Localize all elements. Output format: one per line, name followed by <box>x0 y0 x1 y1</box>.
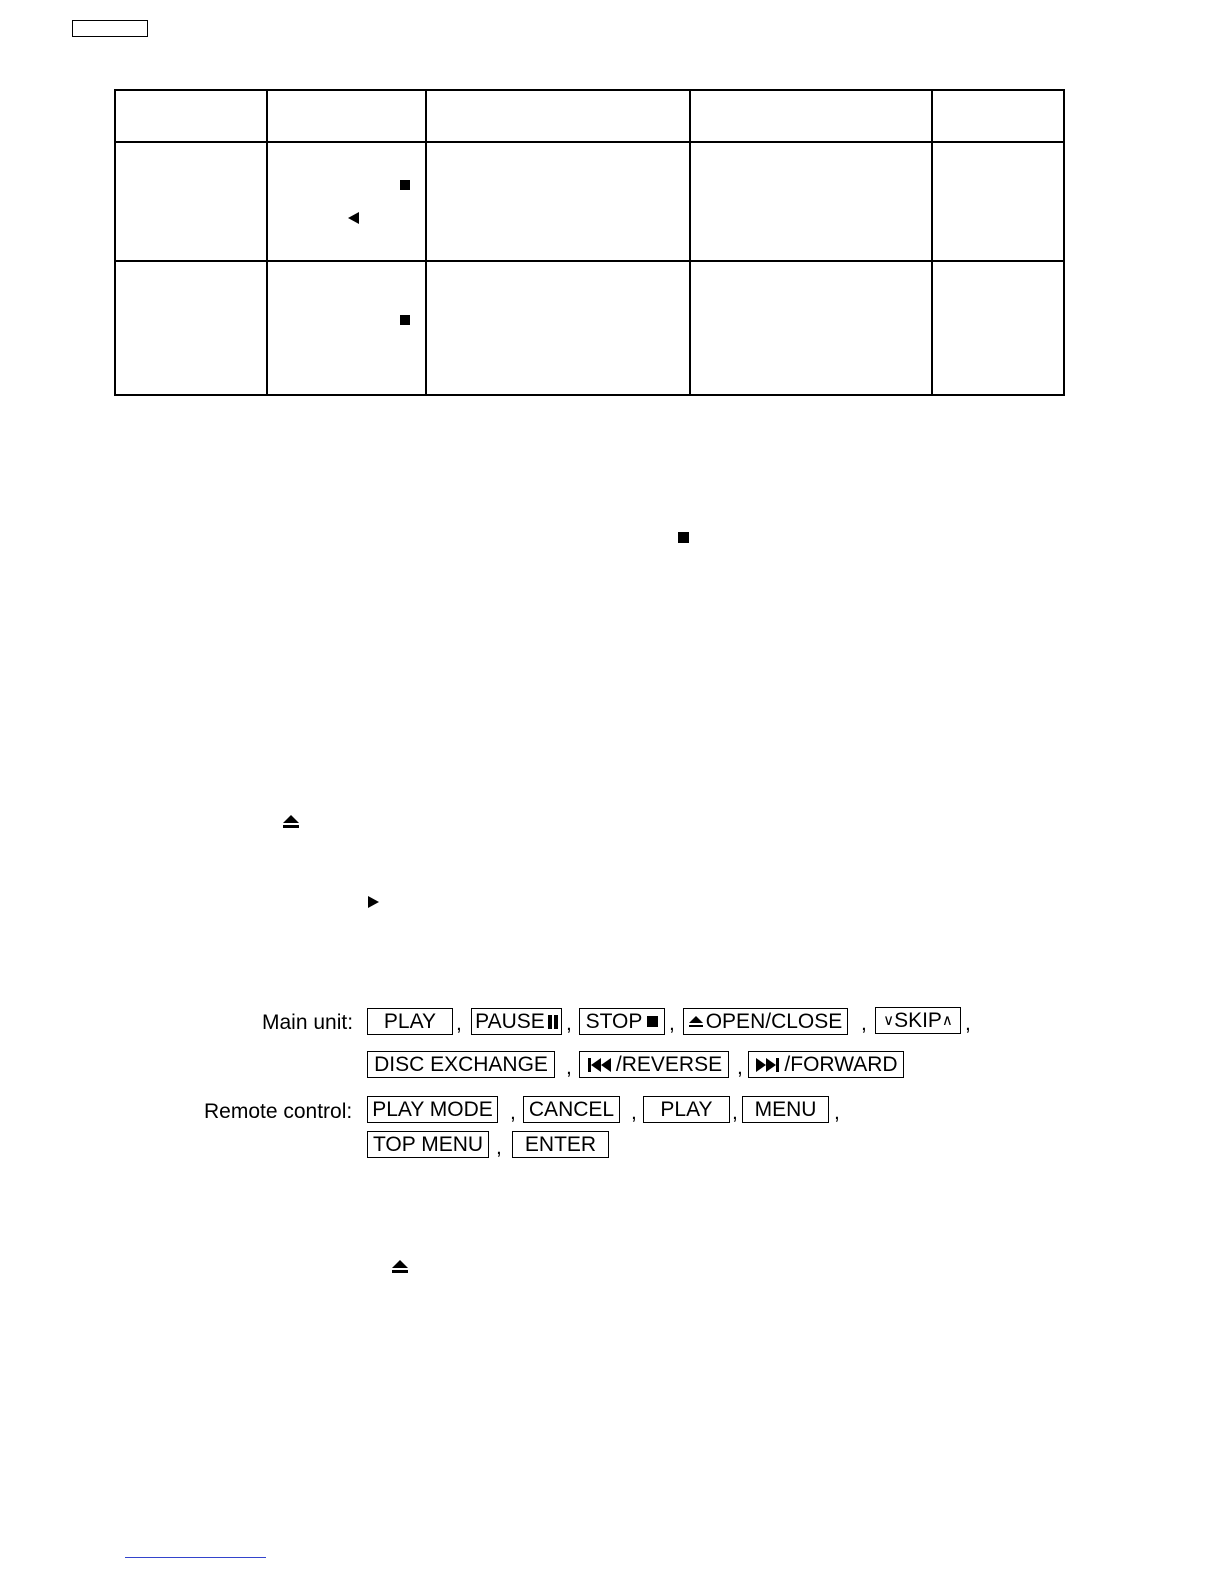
separator: , <box>669 1012 675 1035</box>
table-row <box>115 142 1064 261</box>
enter-key: ENTER <box>512 1131 609 1158</box>
play-key: PLAY <box>367 1008 453 1035</box>
separator: , <box>566 1056 572 1079</box>
reverse-key: /REVERSE <box>579 1051 729 1078</box>
pause-icon <box>548 1015 558 1029</box>
skip-previous-icon <box>586 1058 614 1072</box>
stop-square-icon <box>400 315 410 325</box>
skip-down-chevron-icon: ∨ <box>883 1012 895 1029</box>
skip-key: ∨ SKIP ∧ <box>875 1007 961 1034</box>
eject-icon <box>689 1016 703 1028</box>
page-label-box <box>72 20 148 37</box>
table-header-cell <box>690 90 932 142</box>
top-menu-key: TOP MENU <box>367 1131 489 1158</box>
table-cell <box>690 261 932 395</box>
remote-control-label: Remote control: <box>204 1100 353 1123</box>
stop-square-icon <box>400 180 410 190</box>
table-header-cell <box>267 90 426 142</box>
separator: , <box>631 1101 637 1124</box>
play-triangle-icon <box>368 896 379 908</box>
play-mode-key: PLAY MODE <box>367 1096 498 1123</box>
left-triangle-icon <box>348 212 359 224</box>
table-header-cell <box>426 90 690 142</box>
spec-table <box>114 89 1065 396</box>
skip-next-icon <box>754 1058 782 1072</box>
separator: , <box>861 1012 867 1035</box>
table-cell <box>690 142 932 261</box>
separator: , <box>496 1136 502 1159</box>
skip-up-chevron-icon: ∧ <box>941 1012 953 1029</box>
table-header-cell <box>932 90 1064 142</box>
menu-key: MENU <box>742 1096 829 1123</box>
table-header-row <box>115 90 1064 142</box>
footer-link-underline[interactable] <box>125 1557 266 1558</box>
separator: , <box>510 1101 516 1124</box>
table-cell <box>932 261 1064 395</box>
table-cell <box>426 261 690 395</box>
separator: , <box>456 1012 462 1035</box>
disc-exchange-key: DISC EXCHANGE <box>367 1051 555 1078</box>
stop-icon <box>647 1016 658 1027</box>
table-cell <box>932 142 1064 261</box>
table-cell <box>267 261 426 395</box>
eject-icon <box>392 1260 408 1274</box>
table-cell <box>426 142 690 261</box>
forward-key: /FORWARD <box>748 1051 904 1078</box>
separator: , <box>834 1101 840 1124</box>
separator: , <box>566 1012 572 1035</box>
pause-key: PAUSE <box>471 1008 562 1035</box>
separator: , <box>965 1012 971 1035</box>
separator: , <box>732 1101 738 1124</box>
stop-key: STOP <box>579 1008 665 1035</box>
eject-icon <box>283 815 299 829</box>
table-header-cell <box>115 90 267 142</box>
table-row <box>115 261 1064 395</box>
separator: , <box>737 1056 743 1079</box>
table-cell <box>115 261 267 395</box>
cancel-key: CANCEL <box>523 1096 620 1123</box>
main-unit-label: Main unit: <box>262 1011 354 1034</box>
open-close-key: OPEN/CLOSE <box>683 1008 848 1035</box>
table-cell <box>267 142 426 261</box>
remote-play-key: PLAY <box>643 1096 730 1123</box>
stop-square-icon <box>678 532 689 543</box>
table-cell <box>115 142 267 261</box>
